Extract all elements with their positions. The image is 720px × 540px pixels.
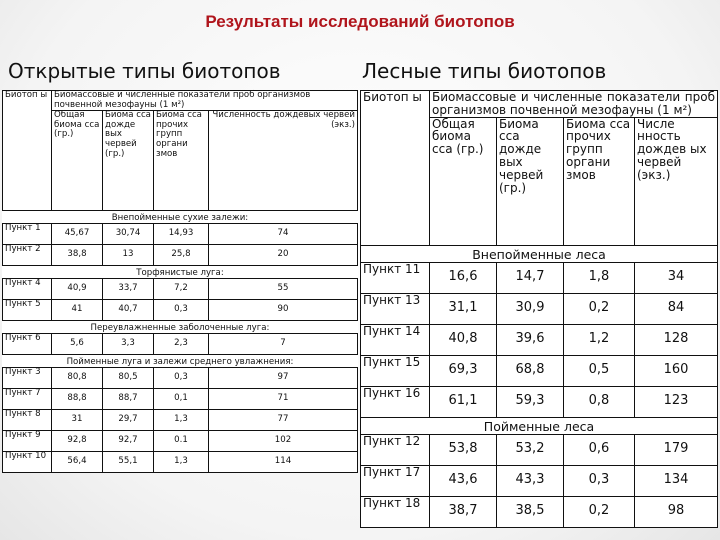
total-cell: 38,7 bbox=[430, 496, 497, 527]
open-biotopes-heading: Открытые типы биотопов bbox=[8, 59, 281, 83]
count-cell: 114 bbox=[209, 452, 358, 473]
total-cell: 69,3 bbox=[430, 355, 497, 386]
section-row bbox=[361, 245, 718, 262]
other-cell: 14,93 bbox=[154, 224, 209, 245]
worms-cell: 39,6 bbox=[497, 324, 564, 355]
other-cell: 0,1 bbox=[154, 389, 209, 410]
point-cell: Пункт 12 bbox=[361, 434, 430, 465]
worms-cell: 30,9 bbox=[497, 293, 564, 324]
header-worm-count: Численность дождевых червей (экз.) bbox=[209, 111, 358, 211]
other-cell: 25,8 bbox=[154, 245, 209, 266]
count-cell: 123 bbox=[635, 386, 718, 417]
worms-cell: 40,7 bbox=[103, 300, 154, 321]
point-cell: Пункт 5 bbox=[3, 300, 52, 321]
point-cell: Пункт 7 bbox=[3, 389, 52, 410]
table-row bbox=[3, 300, 358, 321]
total-cell: 31,1 bbox=[430, 293, 497, 324]
count-cell: 84 bbox=[635, 293, 718, 324]
section-title: Пойменные леса bbox=[361, 417, 718, 434]
total-cell: 92,8 bbox=[52, 431, 103, 452]
point-cell: Пункт 15 bbox=[361, 355, 430, 386]
section-row bbox=[3, 321, 358, 334]
count-cell: 34 bbox=[635, 262, 718, 293]
other-cell: 1,3 bbox=[154, 452, 209, 473]
worms-cell: 14,7 bbox=[497, 262, 564, 293]
header-other-biomass: Биома сса прочих групп органи змов bbox=[564, 117, 635, 245]
total-cell: 45,67 bbox=[52, 224, 103, 245]
other-cell: 0,3 bbox=[154, 368, 209, 389]
section-row bbox=[3, 211, 358, 224]
section-row bbox=[361, 417, 718, 434]
total-cell: 88,8 bbox=[52, 389, 103, 410]
slide-title: Результаты исследований биотопов bbox=[205, 12, 515, 31]
other-cell: 1,8 bbox=[564, 262, 635, 293]
total-cell: 40,8 bbox=[430, 324, 497, 355]
other-cell: 0.1 bbox=[154, 431, 209, 452]
count-cell: 7 bbox=[209, 334, 358, 355]
worms-cell: 29,7 bbox=[103, 410, 154, 431]
header-other-biomass: Биома сса прочих групп органи змов bbox=[154, 111, 209, 211]
table-row bbox=[361, 262, 718, 293]
point-cell: Пункт 18 bbox=[361, 496, 430, 527]
count-cell: 179 bbox=[635, 434, 718, 465]
header-group: Биомассовые и численные показатели проб организмов почвенной мезофауны (1 м²) bbox=[52, 91, 358, 111]
worms-cell: 33,7 bbox=[103, 279, 154, 300]
worms-cell: 88,7 bbox=[103, 389, 154, 410]
header-worm-count: Числе нность дождев ых червей (экз.) bbox=[635, 117, 718, 245]
worms-cell: 3,3 bbox=[103, 334, 154, 355]
other-cell: 2,3 bbox=[154, 334, 209, 355]
section-title: Пойменные луга и залежи среднего увлажнения: bbox=[3, 355, 358, 368]
count-cell: 97 bbox=[209, 368, 358, 389]
other-cell: 0,2 bbox=[564, 496, 635, 527]
total-cell: 16,6 bbox=[430, 262, 497, 293]
count-cell: 128 bbox=[635, 324, 718, 355]
other-cell: 0,3 bbox=[564, 465, 635, 496]
point-cell: Пункт 6 bbox=[3, 334, 52, 355]
total-cell: 43,6 bbox=[430, 465, 497, 496]
worms-cell: 55,1 bbox=[103, 452, 154, 473]
worms-cell: 59,3 bbox=[497, 386, 564, 417]
table-row bbox=[3, 410, 358, 431]
total-cell: 61,1 bbox=[430, 386, 497, 417]
point-cell: Пункт 14 bbox=[361, 324, 430, 355]
forest-biotopes-table bbox=[360, 90, 718, 528]
total-cell: 38,8 bbox=[52, 245, 103, 266]
other-cell: 0,6 bbox=[564, 434, 635, 465]
table-row bbox=[361, 355, 718, 386]
worms-cell: 13 bbox=[103, 245, 154, 266]
worms-cell: 43,3 bbox=[497, 465, 564, 496]
section-title: Внепойменные сухие залежи: bbox=[3, 211, 358, 224]
other-cell: 1,3 bbox=[154, 410, 209, 431]
header-biotope: Биотоп ы bbox=[3, 91, 52, 211]
section-row bbox=[3, 266, 358, 279]
header-total-biomass: Общая биома сса (гр.) bbox=[430, 117, 497, 245]
total-cell: 5,6 bbox=[52, 334, 103, 355]
count-cell: 102 bbox=[209, 431, 358, 452]
subheader-row bbox=[3, 111, 358, 211]
header-biotope: Биотоп ы bbox=[361, 91, 430, 246]
count-cell: 55 bbox=[209, 279, 358, 300]
other-cell: 0,2 bbox=[564, 293, 635, 324]
total-cell: 80,8 bbox=[52, 368, 103, 389]
forest-biotopes-heading: Лесные типы биотопов bbox=[362, 59, 607, 83]
point-cell: Пункт 11 bbox=[361, 262, 430, 293]
table-row bbox=[3, 334, 358, 355]
table-row bbox=[3, 368, 358, 389]
count-cell: 134 bbox=[635, 465, 718, 496]
header-group: Биомассовые и численные показатели проб организмов почвенной мезофауны (1 м²) bbox=[430, 91, 718, 118]
point-cell: Пункт 8 bbox=[3, 410, 52, 431]
count-cell: 90 bbox=[209, 300, 358, 321]
table-row bbox=[3, 389, 358, 410]
total-cell: 56,4 bbox=[52, 452, 103, 473]
count-cell: 74 bbox=[209, 224, 358, 245]
table-row bbox=[361, 434, 718, 465]
table-row bbox=[361, 496, 718, 527]
table-row bbox=[361, 293, 718, 324]
point-cell: Пункт 1 bbox=[3, 224, 52, 245]
worms-cell: 80,5 bbox=[103, 368, 154, 389]
other-cell: 7,2 bbox=[154, 279, 209, 300]
worms-cell: 53,2 bbox=[497, 434, 564, 465]
open-biotopes-table bbox=[2, 90, 358, 473]
point-cell: Пункт 2 bbox=[3, 245, 52, 266]
section-title: Внепойменные леса bbox=[361, 245, 718, 262]
header-row bbox=[361, 91, 718, 118]
other-cell: 0,8 bbox=[564, 386, 635, 417]
table-row bbox=[3, 279, 358, 300]
count-cell: 160 bbox=[635, 355, 718, 386]
other-cell: 0,5 bbox=[564, 355, 635, 386]
total-cell: 31 bbox=[52, 410, 103, 431]
count-cell: 77 bbox=[209, 410, 358, 431]
worms-cell: 68,8 bbox=[497, 355, 564, 386]
section-title: Переувлажненные заболоченные луга: bbox=[3, 321, 358, 334]
other-cell: 1,2 bbox=[564, 324, 635, 355]
count-cell: 71 bbox=[209, 389, 358, 410]
table-row bbox=[3, 431, 358, 452]
count-cell: 98 bbox=[635, 496, 718, 527]
header-row bbox=[3, 91, 358, 111]
header-total-biomass: Общая биома сса (гр.) bbox=[52, 111, 103, 211]
table-row bbox=[3, 452, 358, 473]
section-title: Торфянистые луга: bbox=[3, 266, 358, 279]
total-cell: 41 bbox=[52, 300, 103, 321]
point-cell: Пункт 3 bbox=[3, 368, 52, 389]
header-worm-biomass: Биома сса дожде вых червей (гр.) bbox=[497, 117, 564, 245]
total-cell: 53,8 bbox=[430, 434, 497, 465]
table-row bbox=[3, 224, 358, 245]
header-worm-biomass: Биома сса дожде вых червей (гр.) bbox=[103, 111, 154, 211]
point-cell: Пункт 9 bbox=[3, 431, 52, 452]
count-cell: 20 bbox=[209, 245, 358, 266]
worms-cell: 30,74 bbox=[103, 224, 154, 245]
section-row bbox=[3, 355, 358, 368]
table-row bbox=[361, 465, 718, 496]
table-row bbox=[3, 245, 358, 266]
point-cell: Пункт 16 bbox=[361, 386, 430, 417]
point-cell: Пункт 10 bbox=[3, 452, 52, 473]
total-cell: 40,9 bbox=[52, 279, 103, 300]
point-cell: Пункт 17 bbox=[361, 465, 430, 496]
worms-cell: 38,5 bbox=[497, 496, 564, 527]
worms-cell: 92,7 bbox=[103, 431, 154, 452]
point-cell: Пункт 13 bbox=[361, 293, 430, 324]
other-cell: 0,3 bbox=[154, 300, 209, 321]
table-row bbox=[361, 324, 718, 355]
point-cell: Пункт 4 bbox=[3, 279, 52, 300]
table-row bbox=[361, 386, 718, 417]
